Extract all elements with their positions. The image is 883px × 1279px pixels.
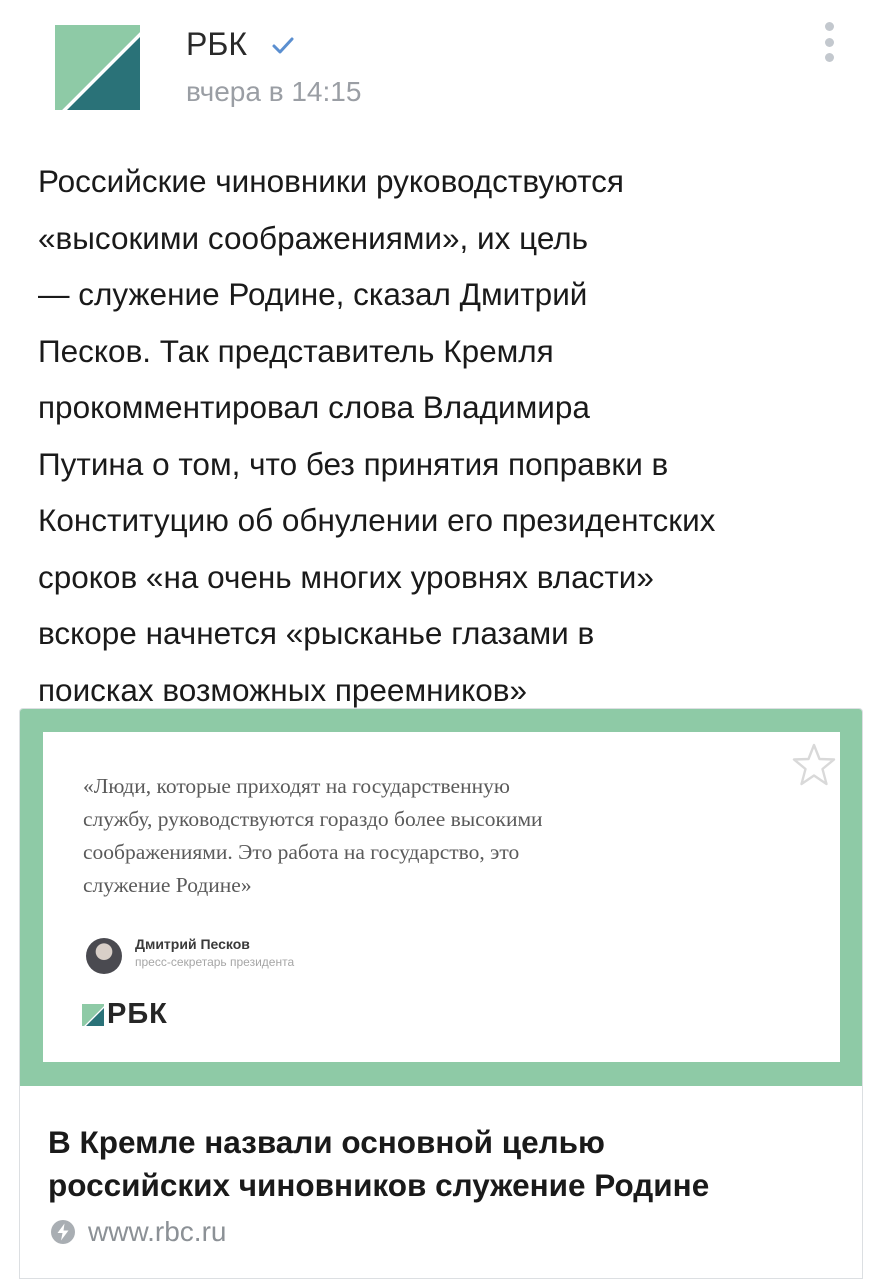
card-title[interactable]: В Кремле назвали основной целью российских чиновников служение Родине: [48, 1124, 710, 1203]
verified-checkmark-icon: [270, 33, 296, 59]
post-header: [0, 0, 883, 130]
rbc-logo-text: РБК: [107, 998, 168, 1030]
link-card[interactable]: [19, 708, 863, 1279]
card-url[interactable]: www.rbc.ru: [88, 1216, 227, 1247]
more-vertical-icon[interactable]: [812, 18, 846, 66]
quote-panel: [43, 732, 840, 1062]
lightning-icon: [50, 1219, 76, 1245]
author-name[interactable]: РБК: [186, 26, 247, 62]
person-avatar: [86, 938, 122, 974]
person-name: Дмитрий Песков: [135, 936, 250, 952]
rbc-logo-icon: [82, 1004, 104, 1026]
quote-text: «Люди, которые приходят на государственную службу, руководствуются гораздо более высокими соображениями. Это работа на государство, это служение Родине»: [83, 774, 543, 897]
star-outline-icon[interactable]: [790, 742, 838, 788]
post-time[interactable]: вчера в 14:15: [186, 76, 362, 107]
card-image[interactable]: [20, 709, 862, 1086]
person-role: пресс-секретарь президента: [135, 955, 295, 969]
post-text: Российские чиновники руководствуются «высокими соображениями», их цель — служение Родине, сказал Дмитрий Песков. Так представитель Кремля прокомментировал слова Владимира Путина о том, что без принятия поправки в Конституцию об обнулении его президентских сроков «на очень многих уровнях власти» вскоре начнется «рысканье глазами в поисках возможных преемников»: [38, 163, 716, 708]
rbc-avatar[interactable]: [55, 25, 140, 110]
